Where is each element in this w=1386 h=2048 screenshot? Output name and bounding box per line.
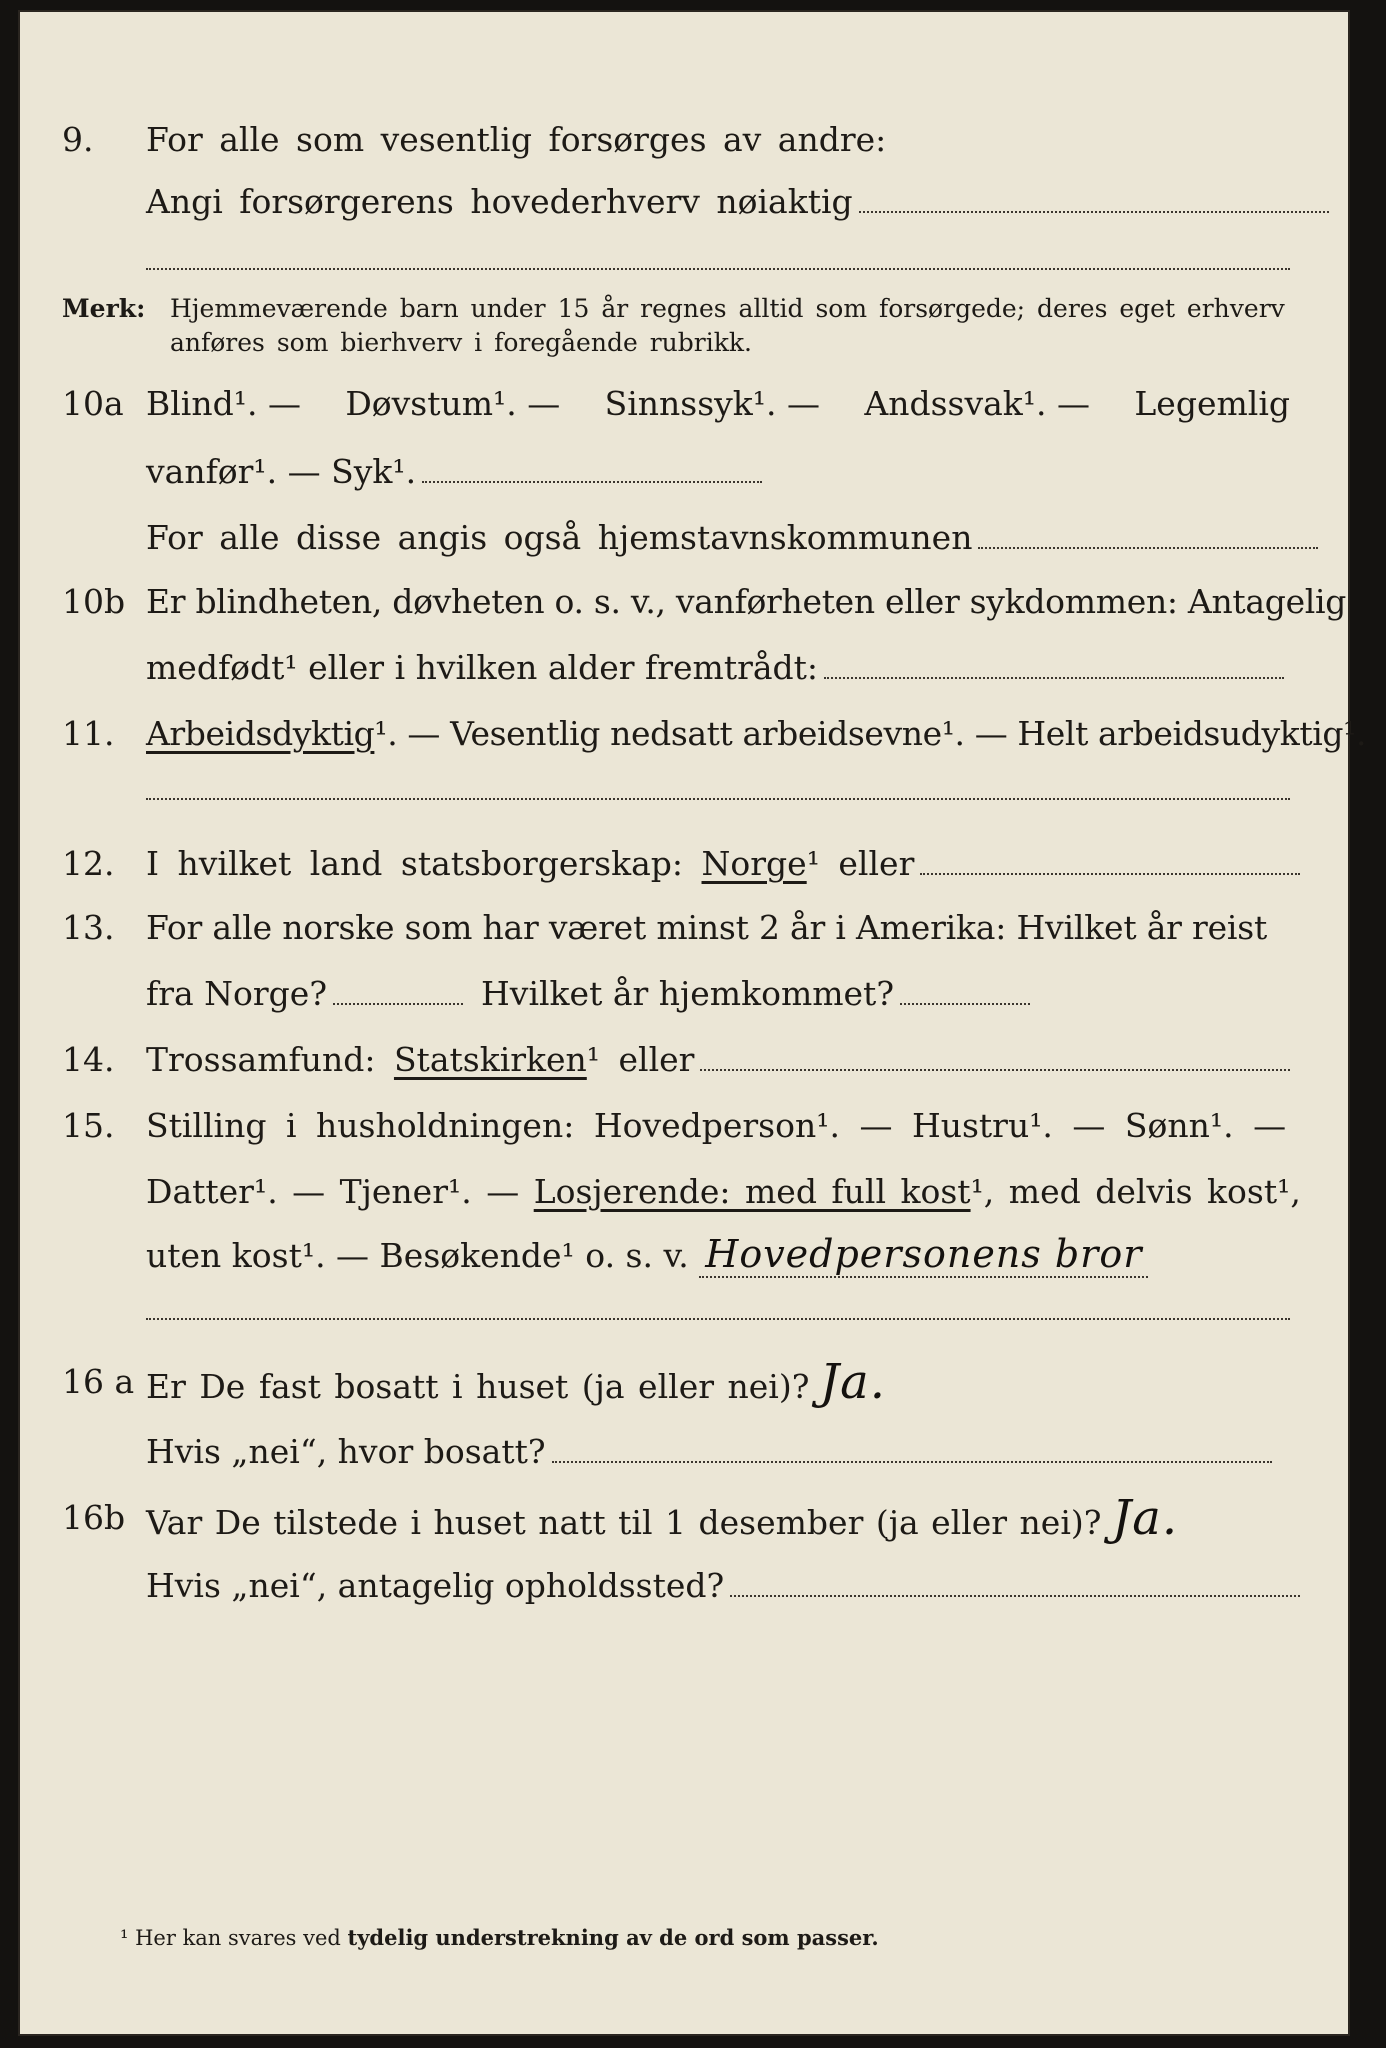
- question-text: Datter¹. — Tjener¹. —: [146, 1172, 520, 1211]
- handwritten-answer[interactable]: Hovedpersonens bror: [699, 1232, 1148, 1278]
- question-text: Trossamfund:: [146, 1040, 376, 1079]
- question-number: 10b: [62, 582, 126, 621]
- question-text: Hvis „nei“, antagelig opholdssted?: [146, 1566, 725, 1605]
- selected-option: Losjerende: med full kost: [533, 1172, 971, 1211]
- footnote-emphasis: tydelig understrekning av de ord som passer.: [347, 1925, 879, 1950]
- answer-line[interactable]: [422, 481, 762, 483]
- question-number: 12.: [62, 844, 115, 883]
- question-text: uten kost¹. — Besøkende¹ o. s. v.: [146, 1236, 689, 1275]
- answer-line[interactable]: [333, 1003, 463, 1005]
- answer-line[interactable]: [824, 677, 1284, 679]
- question-number: 15.: [62, 1106, 115, 1145]
- option-blind: Blind¹. —: [146, 384, 301, 423]
- answer-line[interactable]: [730, 1595, 1300, 1597]
- option-dovstum: Døvstum¹. —: [345, 384, 561, 423]
- question-text: medfødt¹ eller i hvilken alder fremtrådt:: [146, 648, 819, 687]
- option-andssvak: Andssvak¹. —: [864, 384, 1090, 423]
- answer-line[interactable]: [700, 1069, 1290, 1071]
- question-number: 13.: [62, 908, 115, 947]
- question-text: ¹. — Vesentlig nedsatt arbeidsevne¹. — Helt arbeidsudyktig¹.: [374, 714, 1367, 753]
- question-number: 14.: [62, 1040, 115, 1079]
- answer-line[interactable]: [900, 1003, 1030, 1005]
- question-text: For alle som vesentlig forsørges av andre:: [146, 120, 887, 159]
- question-options: [146, 384, 1290, 424]
- option-sinnssyk: Sinnssyk¹. —: [604, 384, 821, 423]
- question-text: For alle disse angis også hjemstavnskommunen: [146, 518, 973, 557]
- answer-line[interactable]: [859, 211, 1329, 213]
- question-number: 9.: [62, 120, 94, 159]
- answer-line[interactable]: [978, 547, 1318, 549]
- answer-line[interactable]: [146, 798, 1290, 800]
- merk-note: [62, 292, 1290, 360]
- question-number: 16 a: [62, 1362, 135, 1401]
- footnote-text: Her kan svares ved: [135, 1926, 341, 1950]
- question-text: vanfør¹. — Syk¹.: [146, 452, 417, 491]
- census-form-page: [18, 10, 1367, 2036]
- answer-line[interactable]: [146, 268, 1290, 270]
- question-number: 10a: [62, 384, 124, 423]
- selected-option: Arbeidsdyktig: [146, 714, 375, 753]
- selected-option: Statskirken: [393, 1040, 587, 1079]
- question-text: Er blindheten, døvheten o. s. v., vanførheten eller sykdommen: Antagelig: [146, 582, 1347, 621]
- question-text: For alle norske som har været minst 2 år i Amerika: Hvilket år reist: [146, 908, 1268, 947]
- note-label: Merk:: [62, 294, 146, 323]
- handwritten-answer[interactable]: Ja.: [1111, 1490, 1179, 1546]
- question-number: 11.: [62, 714, 115, 753]
- question-text: I hvilket land statsborgerskap:: [146, 844, 684, 883]
- question-text: Var De tilstede i huset natt til 1 desember (ja eller nei)?: [146, 1503, 1102, 1542]
- question-number: 16b: [62, 1498, 126, 1537]
- question-text: Er De fast bosatt i huset (ja eller nei)?: [146, 1367, 810, 1406]
- question-text: Hvis „nei“, hvor bosatt?: [146, 1432, 546, 1471]
- answer-line[interactable]: [920, 873, 1300, 875]
- answer-line[interactable]: [552, 1461, 1272, 1463]
- option-legemlig: Legemlig: [1134, 384, 1290, 423]
- handwritten-answer[interactable]: Ja.: [819, 1354, 887, 1410]
- footnote-mark: ¹: [120, 1926, 129, 1950]
- question-text: Stilling i husholdningen: Hovedperson¹. — Hustru¹. — Sønn¹. —: [146, 1106, 1287, 1145]
- question-text: Hvilket år hjemkommet?: [481, 974, 895, 1013]
- question-text: ¹ eller: [586, 1040, 695, 1079]
- note-text: Hjemmeværende barn under 15 år regnes alltid som forsørgede; deres eget erhverv anføres som bierhverv i foregående rubrikk.: [170, 294, 1285, 357]
- question-text: ¹, med delvis kost¹,: [970, 1172, 1301, 1211]
- answer-line[interactable]: [146, 1318, 1290, 1320]
- question-text: Angi forsørgerens hovederhverv nøiaktig: [146, 182, 853, 221]
- question-text: fra Norge?: [146, 974, 328, 1013]
- question-text: ¹ eller: [806, 844, 915, 883]
- footnote: [120, 1925, 879, 1950]
- selected-option: Norge: [701, 844, 807, 883]
